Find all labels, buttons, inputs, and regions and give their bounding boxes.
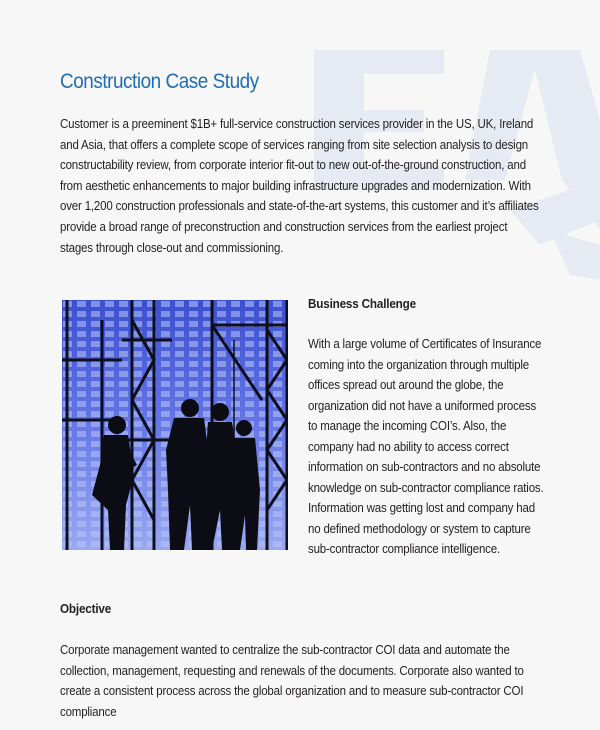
intro-paragraph: Customer is a preeminent $1B+ full-service construction services provider in the US, UK, Ireland and Asia, that offers a complete scope of services ranging from site selection analysis to design constructability review, from corporate interior fit-out to new out-of-the-ground construction, and from aesthetic enhancements to major building infrastructure upgrades and modernization. With over 1,200 construction professionals and state-of-the-art systems, this customer and it’s affiliates provide a broad range of preconstruction and construction services from the earliest project stages through close-out and commissioning. [60,116,539,255]
business-challenge-heading: Business Challenge [308,296,416,311]
objective-paragraph: Corporate management wanted to centralize the sub-contractor COI data and automate the collection, management, requesting and renewals of the documents. Corporate also wanted to create a consistent process across the global organization and to measure sub-contractor COI compliance [60,642,524,719]
objective-heading: Objective [60,601,112,616]
page-title: Construction Case Study [60,70,259,93]
business-challenge-paragraph: With a large volume of Certificates of Insurance coming into the organization through multiple offices spread out around the globe, the organization did not have a uniformed process to manage the incoming COI’s. Also, the company had no ability to access correct information on sub-contractors and no absolute knowledge on sub-contractor compliance ratios. Information was getting lost and company had no defined methodology or system to capture sub-contractor compliance intelligence. [308,336,544,556]
construction-workers-photo [62,300,288,550]
